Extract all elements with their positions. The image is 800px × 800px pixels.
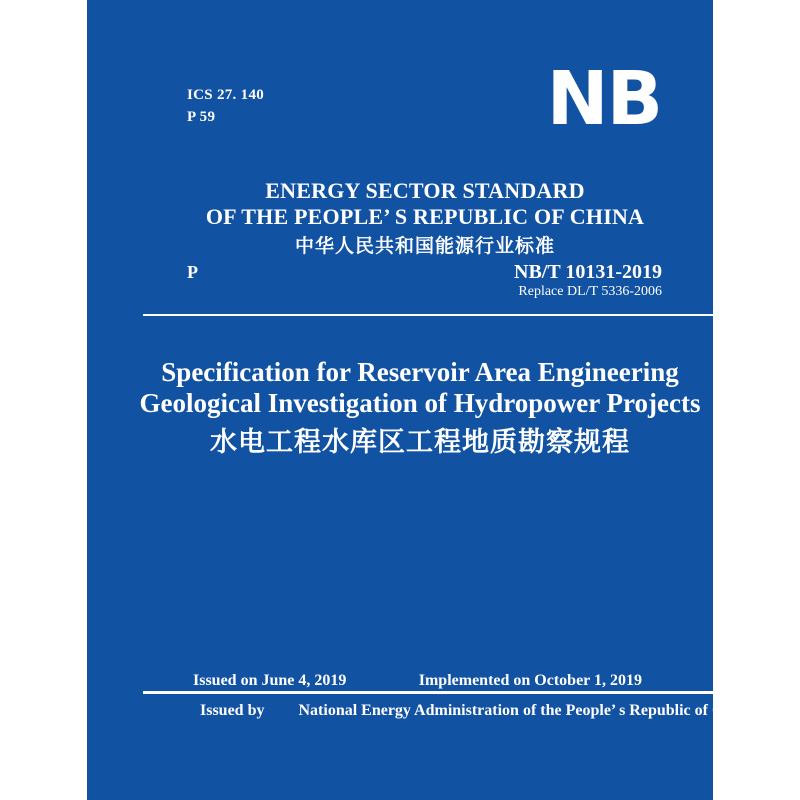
issued-by-value: National Energy Administration of the People’ s Republic of China bbox=[298, 702, 754, 719]
divider-bottom bbox=[143, 691, 713, 694]
issued-by-row bbox=[200, 702, 754, 720]
ics-code: ICS 27. 140 bbox=[187, 87, 265, 103]
title-en-line2: Geological Investigation of Hydropower Projects bbox=[139, 388, 701, 418]
title-en-line1: Specification for Reservoir Area Engineering bbox=[161, 357, 679, 387]
standard-name-block bbox=[137, 178, 713, 258]
replaced-standard: Replace DL/T 5336-2006 bbox=[518, 284, 662, 299]
title-block bbox=[127, 357, 713, 458]
ics-block bbox=[187, 84, 264, 128]
dates-row bbox=[87, 672, 713, 690]
divider-top bbox=[143, 314, 713, 316]
standard-name-en-line1: ENERGY SECTOR STANDARD bbox=[265, 178, 585, 203]
standard-number: NB/T 10131-2019 bbox=[514, 261, 662, 283]
cover-panel bbox=[87, 0, 754, 800]
classification-code: P 59 bbox=[187, 109, 216, 125]
standard-code-block bbox=[514, 261, 662, 301]
issued-date: Issued on June 4, 2019 bbox=[193, 672, 347, 689]
issued-by-label: Issued by bbox=[200, 702, 265, 719]
class-label: P bbox=[187, 262, 198, 282]
title-zh: 水电工程水库区工程地质勘察规程 bbox=[210, 427, 630, 457]
nb-logo: NB bbox=[546, 56, 661, 142]
standard-name-zh: 中华人民共和国能源行业标准 bbox=[294, 235, 555, 257]
implemented-date: Implemented on October 1, 2019 bbox=[418, 672, 642, 689]
standard-name-en-line2: OF THE PEOPLE’ S REPUBLIC OF CHINA bbox=[205, 204, 645, 229]
